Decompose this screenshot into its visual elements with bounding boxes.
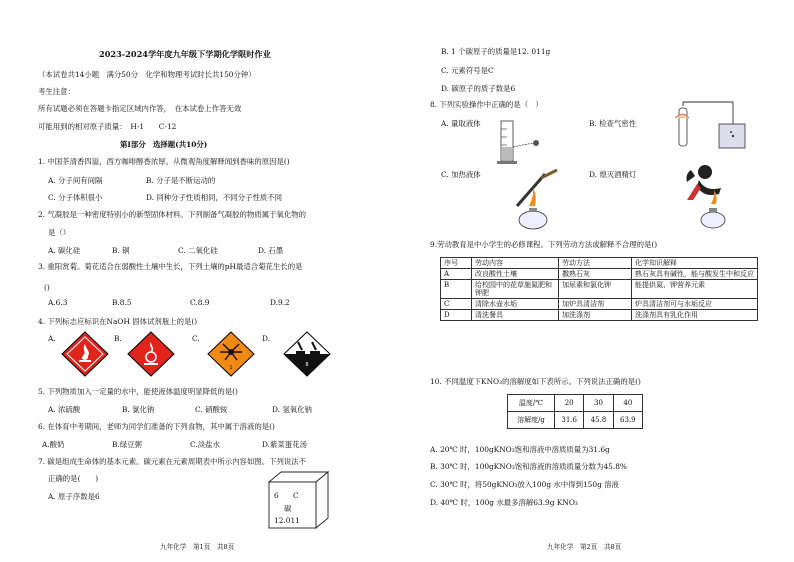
table-header: 序号 [441,258,472,269]
table-cell: 20 [555,395,584,412]
option: C. 加热液体 [441,170,481,179]
table-cell: 溶解度/g [508,412,555,429]
question-7-cont: 正确的是( ) [48,474,99,483]
option: B.8.5 [112,298,132,307]
exam-note: 考生注意： [38,87,75,96]
element-name: 碳 [284,504,292,513]
question-10: 10. 不同温度下KNO₃的溶解度如下表所示。下列说法正确的是() [430,377,641,386]
table-header-row [441,258,758,269]
option: D. 碳原子的质子数是6 [441,84,516,93]
option: A.6.3 [48,298,68,307]
option: B. 氯化钠 [122,405,155,414]
table-row [441,269,758,280]
atomic-number: 6 [274,491,279,500]
option: C. 分子体积很小 [48,193,103,202]
question-5: 5. 下列物质加入一定量的水中，能使液体温度明显降低的是() [38,387,238,396]
page-footer: 九年化学 第2页 共8页 [547,543,622,551]
option: A. 原子序数是6 [48,492,100,501]
option: C.8.9 [190,298,210,307]
question-1: 1. 中国茶清香四溢，西方咖啡醇香浓厚。从微观角度解释闻到香味的原因是() [38,157,290,166]
table-row [441,310,758,321]
labor-table [440,257,758,321]
option: B. [114,334,122,343]
option: D.9.2 [270,298,290,307]
option: A. [48,334,56,343]
option: B.绿豆粥 [112,440,142,449]
table-cell: 31.6 [555,412,584,429]
table-cell: B [441,280,472,299]
table-cell: C [441,299,472,310]
exam-note: （本试卷共14小题 满分50分 化学和物理考试时长共150分钟） [38,70,256,79]
option: B. 检查气密性 [589,119,637,128]
table-header: 劳动方法 [559,258,632,269]
airtightness-check-icon [673,100,751,152]
option: B. 分子是不断运动的 [146,176,216,185]
graduated-cylinder-icon [493,117,553,167]
heating-liquid-icon [505,162,575,232]
option: C. 二氧化硅 [178,246,218,255]
exam-note: 所有试题必须在答题卡指定区域内作答， 在本试卷上作答无效 [38,104,242,113]
table-row [508,395,643,412]
table-cell: 炉具清洁剂可与水垢反应 [632,299,758,310]
table-cell: 给校园中的花草施氮肥和钾肥 [472,280,559,299]
table-cell: 能提供氮、钾营养元素 [632,280,758,299]
question-2-cont: 是（） [48,228,71,237]
option: D. 同种分子性质相同，不同分子性质不同 [146,193,283,202]
table-row [508,412,643,429]
question-3: 3. 重阳赏菊。菊花适合在弱酸性土壤中生长，下列土壤的pH最适合菊花生长的是 [38,262,303,271]
atomic-mass-note: 可能用到的相对原子质量： H-1 C-12 [38,122,177,131]
table-cell: 45.8 [584,412,613,429]
question-4: 4. 下列标志应标识在NaOH 固体试剂瓶上的是() [38,317,198,326]
extinguish-lamp-icon [677,160,737,232]
option: C. 元素符号是C [441,66,494,75]
question-3-cont: () [44,283,50,292]
atomic-mass: 12.011 [274,516,300,525]
option: A. 碳化硅 [48,246,81,255]
option: D. 氢氧化钠 [272,405,312,414]
option: B. 1 个碳原子的质量是12. 011g [441,47,551,56]
solubility-table [507,394,643,429]
option: A. 浓硫酸 [48,405,81,414]
page-title: 2023-2024学年度九年级下学期化学限时作业 [99,49,271,59]
explosive-hazard-icon [206,330,256,378]
option: C.淡盐水 [190,440,220,449]
question-7: 7. 碳是组成生命体的基本元素。碳元素在元素周期表中所示内容如图。下列说法不 [38,457,307,466]
question-2: 2. 气凝胶是一种密度特别小的新型固体材料。下列制备气凝胶的物质属于氧化物的 [38,210,307,219]
table-row [441,280,758,299]
option: A.酸奶 [42,440,65,449]
option: D. 熄灭酒精灯 [589,170,637,179]
table-cell: 加炉具清洁剂 [559,299,632,310]
table-header: 化学知识解释 [632,258,758,269]
table-cell: 清除水壶水垢 [472,299,559,310]
table-row [441,299,758,310]
svg-text:8: 8 [305,362,309,368]
question-8: 8. 下列实验操作中正确的是（ ） [430,100,543,109]
section-heading: 第Ⅰ部分 选择题(共10分) [120,140,208,149]
option: C. [192,334,200,343]
table-cell: 改良酸性土壤 [472,269,559,280]
option: D. 石墨 [258,246,284,255]
page-right [397,0,794,562]
table-cell: 30 [584,395,613,412]
option: B. 30℃ 时，100gKNO₃饱和溶液的溶质质量分数为45.8% [430,462,627,471]
table-cell: 熟石灰具有碱性，能与酸发生中和反应 [632,269,758,280]
table-cell: 清洗餐具 [472,310,559,321]
table-cell: D [441,310,472,321]
option: A. 分子间有间隔 [48,176,103,185]
table-header: 劳动内容 [472,258,559,269]
option: B. 铜 [112,246,130,255]
table-cell: 加尿素和氯化钾 [559,280,632,299]
option: C. 30℃ 时，将50gKNO₃放入100g 水中得到150g 溶液 [430,480,619,489]
option: D. [262,334,271,343]
page-footer: 九年化学 第1页 共8页 [160,543,235,551]
table-cell: 洗涤剂具有乳化作用 [632,310,758,321]
option: D. 40℃ 时，100g 水最多溶解63.9g KNO₃ [430,498,578,507]
element-symbol: C [293,491,299,500]
option: C. 硝酸铵 [195,405,228,414]
table-cell: 63.9 [613,412,642,429]
question-9: 9.劳动教育是中小学生的必修课程。下列劳动方法或解释不合理的是() [430,240,658,249]
question-6: 6. 在体育中考期间，老师为同学们准备的下列食物，其中属于溶液的是() [38,422,275,431]
table-cell: 40 [613,395,642,412]
flammable-hazard-icon [60,330,110,378]
table-cell: A [441,269,472,280]
option: A. 量取液体 [441,119,481,128]
option: A. 20℃ 时，100gKNO₃饱和溶液中溶质质量为31.6g [430,445,610,454]
svg-text:1: 1 [229,365,233,371]
option: D.紫菜蛋花汤 [262,440,307,449]
table-cell: 撒熟石灰 [559,269,632,280]
table-cell: 温度/℃ [508,395,555,412]
table-cell: 加洗涤剂 [559,310,632,321]
oxidizer-hazard-icon [126,330,176,378]
corrosive-hazard-icon [282,330,332,378]
